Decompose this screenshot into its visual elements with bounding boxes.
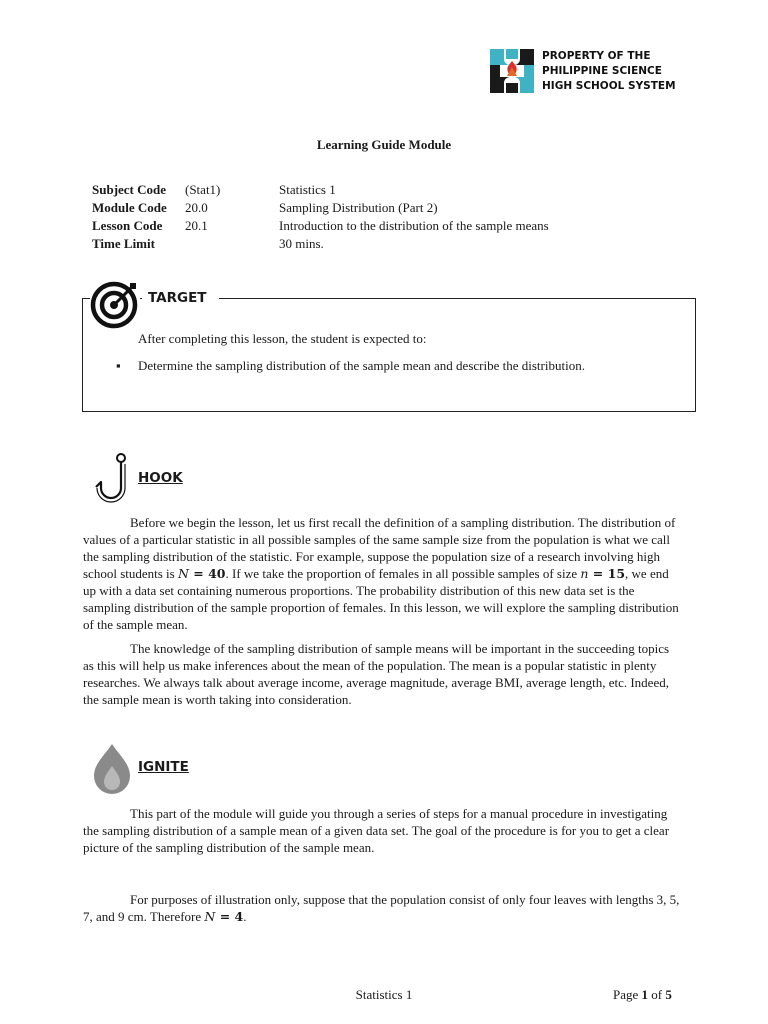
math-eq: = (188, 566, 209, 581)
target-objective: Determine the sampling distribution of the sample mean and describe the distribution. (138, 358, 585, 373)
info-value: Statistics 1 (279, 182, 336, 197)
logo-line: PHILIPPINE SCIENCE (542, 65, 662, 77)
hook-heading: HOOK (138, 470, 183, 486)
hook-paragraph-2: The knowledge of the sampling distribution of sample means will be important in the succeeding topics as this will help us make inferences about the mean of the population. The mean is a popular statistic in plenty researches. We always talk about average income, average magnitude, average BMI, average length, etc. Indeed, the sample mean is worth taking into consideration. (83, 641, 670, 707)
math-num: 4 (234, 909, 244, 924)
target-heading: TARGET (142, 290, 219, 306)
hook-icon (90, 452, 134, 506)
ignite-heading: IGNITE (138, 759, 189, 775)
page-number (613, 987, 672, 1003)
footer-subject: Statistics 1 (355, 987, 413, 1002)
logo-line: HIGH SCHOOL SYSTEM (542, 80, 676, 92)
flame-icon (90, 742, 134, 796)
text-run: Before we begin the lesson, let us first recall the definition of a sampling distribution. The distribution of values of a particular statistic in all possible samples of the same sample size from the population is what we call the sampling distribution of the statistic. For example, suppose the population size of a research involving high school students is (83, 515, 676, 581)
page-word: Page (613, 987, 639, 1002)
text-run: . If we take the proportion of females in all possible samples of size (225, 566, 581, 581)
info-label: Lesson Code (92, 218, 163, 233)
target-intro: After completing this lesson, the student is expected to: (138, 331, 427, 346)
info-value: Sampling Distribution (Part 2) (279, 200, 438, 215)
of-word: of (651, 987, 663, 1002)
info-code: 20.0 (185, 200, 208, 215)
math-eq: = (215, 909, 235, 924)
info-label: Subject Code (92, 182, 167, 197)
info-code: 20.1 (185, 218, 208, 233)
info-code: (Stat1) (185, 182, 221, 197)
target-icon (90, 279, 140, 329)
math-num: 15 (607, 566, 626, 581)
math-var: n (580, 566, 589, 581)
info-label: Time Limit (92, 236, 155, 251)
hook-paragraph-1 (83, 514, 683, 633)
math-var: N (204, 909, 216, 924)
math-eq: = (588, 566, 608, 581)
ignite-paragraph-1: This part of the module will guide you through a series of steps for a manual procedure in investigating the sampling distribution of a sample mean of a given data set. The goal of the procedure is for you to get a clear picture of the sampling distribution of the sample mean. (83, 806, 670, 855)
current-page: 1 (641, 987, 649, 1002)
text-run: For purposes of illustration only, suppose that the population consist of only four leaves with lengths 3, 5, 7, and 9 cm. Therefore (83, 892, 680, 924)
bullet-icon: ▪ (116, 358, 121, 373)
math-num: 40 (208, 566, 226, 581)
text-run: , we end up with a data set containing numerous proportions. The probability distribution of this new data set is the sampling distribution of the sample proportion of females. In this lesson, we will explore the sampling distribution of the sample mean. (83, 566, 679, 632)
logo-line: PROPERTY OF THE (542, 50, 651, 62)
math-var: N (177, 566, 189, 581)
info-value: Introduction to the distribution of the sample means (279, 218, 549, 233)
ignite-paragraph-2 (83, 891, 683, 925)
logo-text (542, 49, 676, 94)
text-run: . (243, 909, 247, 924)
target-box (82, 298, 696, 412)
page-title: Learning Guide Module (316, 137, 452, 152)
info-value: 30 mins. (279, 236, 324, 251)
total-pages: 5 (665, 987, 672, 1002)
info-label: Module Code (92, 200, 167, 215)
pshs-logo-icon (488, 47, 536, 95)
